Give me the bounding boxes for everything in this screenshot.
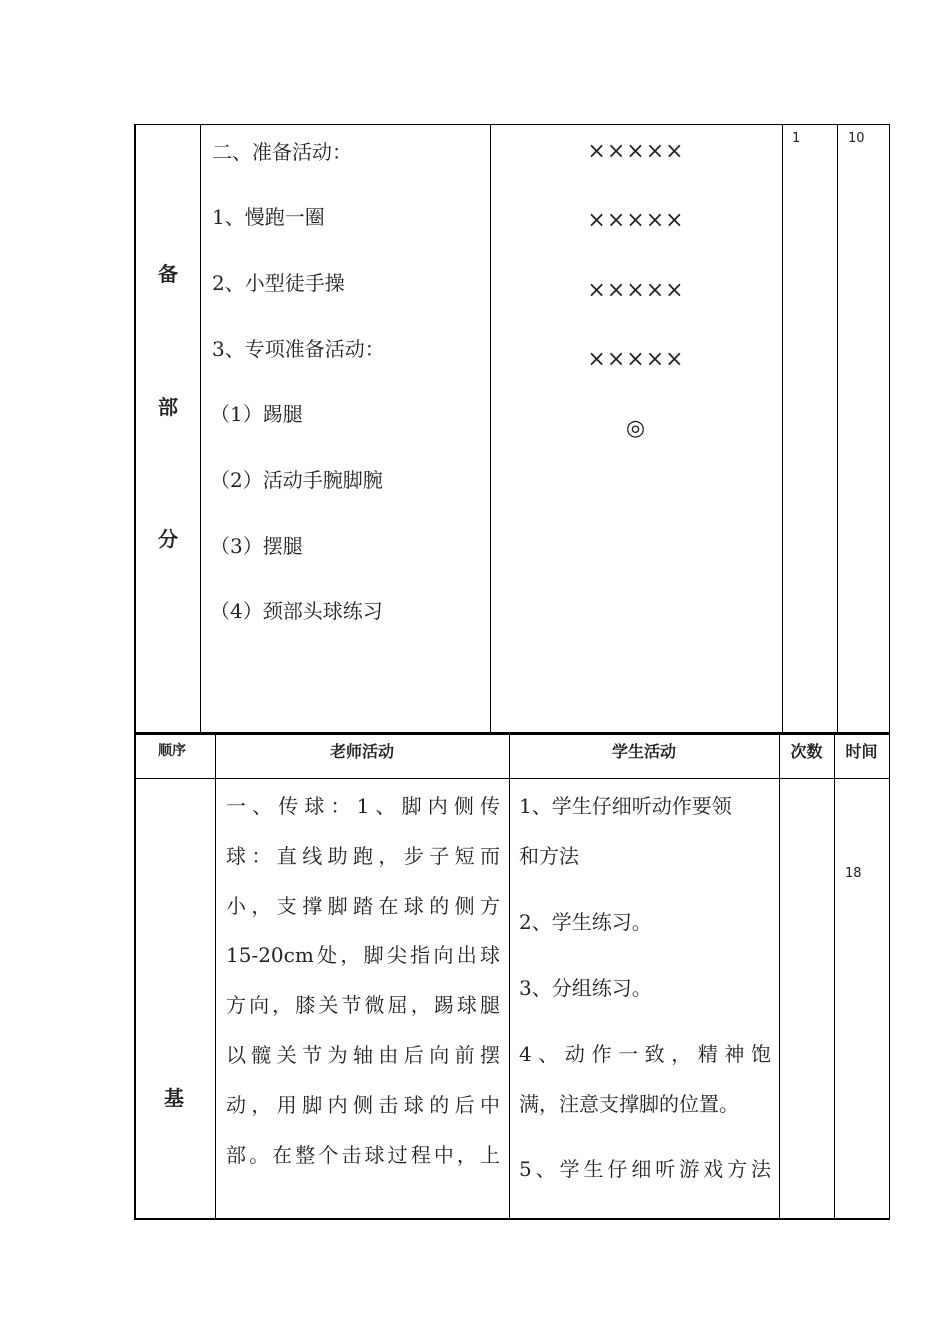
header-order: 顺序: [158, 743, 186, 759]
prep-section-char-3: 分: [158, 527, 178, 551]
header-time: 时间: [845, 742, 878, 761]
prep-section-char-1: 备: [158, 262, 178, 286]
bottom-table-bottom-border: [134, 1218, 890, 1220]
formation-row-2: ×××××: [587, 208, 685, 233]
top-table-right-border: [889, 124, 890, 734]
prep-title: 二、准备活动：: [212, 140, 352, 164]
top-col-divider-4: [837, 124, 838, 734]
formation-row-4: ×××××: [587, 347, 685, 372]
top-col-divider-3: [782, 124, 783, 734]
bottom-col-divider-2: [509, 734, 510, 1220]
basic-section-char: 基: [164, 1086, 184, 1110]
bottom-col-divider-1: [215, 734, 216, 1220]
student-line-3: 2、学生练习。: [519, 910, 652, 934]
student-line-7: 5、学生仔细听游戏方法: [519, 1157, 771, 1181]
prep-item-1: 1、慢跑一圈: [212, 205, 325, 229]
header-count: 次数: [790, 742, 823, 761]
prep-count: 1: [792, 131, 801, 146]
bottom-col-divider-4: [834, 734, 835, 1220]
prep-item-4: （1）踢腿: [210, 402, 303, 426]
teacher-line-3: 小，支撑脚踏在球的侧方: [226, 894, 500, 918]
prep-section-char-2: 部: [158, 395, 178, 419]
teacher-line-6: 以髋关节为轴由后向前摆: [226, 1043, 500, 1067]
teacher-line-8: 部。在整个击球过程中，上: [226, 1143, 500, 1167]
header-student-activity: 学生活动: [611, 742, 676, 761]
teacher-line-2: 球：直线助跑，步子短而: [226, 844, 500, 868]
prep-item-5: （2）活动手腕脚腕: [210, 468, 383, 492]
teacher-position-mark: ◎: [625, 416, 647, 441]
student-line-5: 4、动作一致，精神饱: [519, 1042, 771, 1066]
prep-item-6: （3）摆腿: [210, 534, 303, 558]
header-teacher-activity: 老师活动: [329, 742, 394, 761]
basic-time: 18: [845, 866, 862, 881]
formation-row-3: ×××××: [587, 278, 685, 303]
bottom-col-divider-3: [779, 734, 780, 1220]
student-line-2: 和方法: [519, 844, 579, 868]
teacher-line-7: 动，用脚内侧击球的后中: [226, 1093, 500, 1117]
teacher-line-4: 15-20cm处，脚尖指向出球: [226, 943, 500, 967]
top-table-left-border: [134, 124, 136, 734]
bottom-table-right-border: [889, 734, 890, 1220]
formation-row-1: ×××××: [587, 139, 685, 164]
student-line-4: 3、分组练习。: [519, 976, 652, 1000]
top-col-divider-1: [200, 124, 201, 734]
prep-item-7: （4）颈部头球练习: [210, 599, 383, 623]
teacher-line-1: 一、传球：1、脚内侧传: [226, 794, 500, 818]
student-line-1: 1、学生仔细听动作要领: [519, 794, 732, 818]
header-row-bottom-border: [134, 778, 890, 779]
teacher-line-5: 方向，膝关节微屈，踢球腿: [226, 993, 500, 1017]
section-separator: [134, 732, 890, 735]
prep-item-3: 3、专项准备活动：: [212, 337, 385, 361]
prep-item-2: 2、小型徒手操: [212, 271, 345, 295]
top-table-top-border: [134, 124, 890, 125]
prep-time: 10: [848, 131, 865, 146]
bottom-table-left-border: [134, 734, 136, 1220]
student-line-6: 满，注意支撑脚的位置。: [519, 1092, 739, 1116]
